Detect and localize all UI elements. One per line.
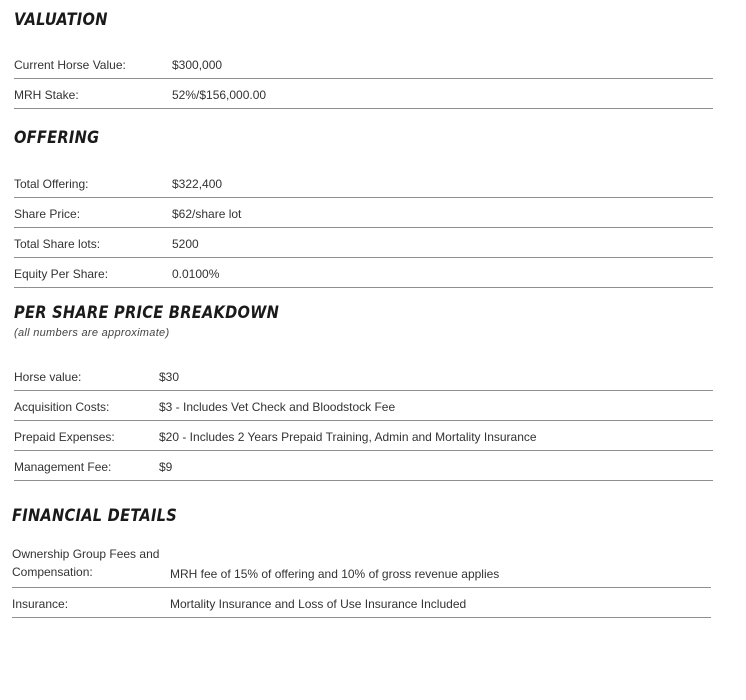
row-value: $322,400 xyxy=(172,177,223,191)
row-value: $3 - Includes Vet Check and Bloodstock Fee xyxy=(159,400,396,414)
row-value: 52%/$156,000.00 xyxy=(172,88,267,102)
row-label: Current Horse Value: xyxy=(14,58,126,72)
row-value: MRH fee of 15% of offering and 10% of gross revenue applies xyxy=(170,567,500,581)
breakdown-table xyxy=(14,361,713,481)
offering-table xyxy=(14,168,713,288)
row-label: Insurance: xyxy=(12,597,69,611)
breakdown-subtitle: (all numbers are approximate) xyxy=(14,327,170,339)
financial-title: FINANCIAL DETAILS xyxy=(12,506,178,526)
row-value: $9 xyxy=(159,460,173,474)
breakdown-section xyxy=(14,302,713,474)
row-value: $30 xyxy=(159,370,180,384)
row-label: Share Price: xyxy=(14,207,81,221)
row-value: Mortality Insurance and Loss of Use Insurance Included xyxy=(170,597,467,611)
row-label: MRH Stake: xyxy=(14,88,79,102)
row-value: $62/share lot xyxy=(172,207,242,221)
current-horse-value-row xyxy=(14,49,713,79)
row-value: $20 - Includes 2 Years Prepaid Training, Admin and Mortality Insurance xyxy=(159,430,537,444)
row-label: Prepaid Expenses: xyxy=(14,430,115,444)
management-fee-row xyxy=(14,451,713,481)
row-label: Equity Per Share: xyxy=(14,267,109,281)
row-value: 0.0100% xyxy=(172,267,220,281)
mrh-stake-row xyxy=(14,79,713,109)
row-label: Total Share lots: xyxy=(14,237,101,251)
valuation-section xyxy=(14,9,713,102)
row-value: $300,000 xyxy=(172,58,223,72)
total-offering-row xyxy=(14,168,713,198)
equity-per-share-row xyxy=(14,258,713,288)
valuation-title: VALUATION xyxy=(14,10,108,30)
row-label: Horse value: xyxy=(14,370,82,384)
insurance-row xyxy=(12,588,711,618)
share-price-row xyxy=(14,198,713,228)
horse-value-row xyxy=(14,361,713,391)
row-label: Total Offering: xyxy=(14,177,89,191)
ownership-fees-row xyxy=(12,540,711,588)
valuation-table xyxy=(14,49,713,109)
row-label: Acquisition Costs: xyxy=(14,400,110,414)
prepaid-expenses-row xyxy=(14,421,713,451)
total-share-lots-row xyxy=(14,228,713,258)
financial-section xyxy=(12,505,711,611)
row-value: 5200 xyxy=(172,237,199,251)
acquisition-costs-row xyxy=(14,391,713,421)
financial-table xyxy=(12,540,711,618)
row-label: Ownership Group Fees and Compensation: xyxy=(12,547,160,579)
offering-section xyxy=(14,127,713,281)
breakdown-title: PER SHARE PRICE BREAKDOWN xyxy=(14,303,280,323)
offering-title: OFFERING xyxy=(14,128,100,148)
row-label: Management Fee: xyxy=(14,460,112,474)
